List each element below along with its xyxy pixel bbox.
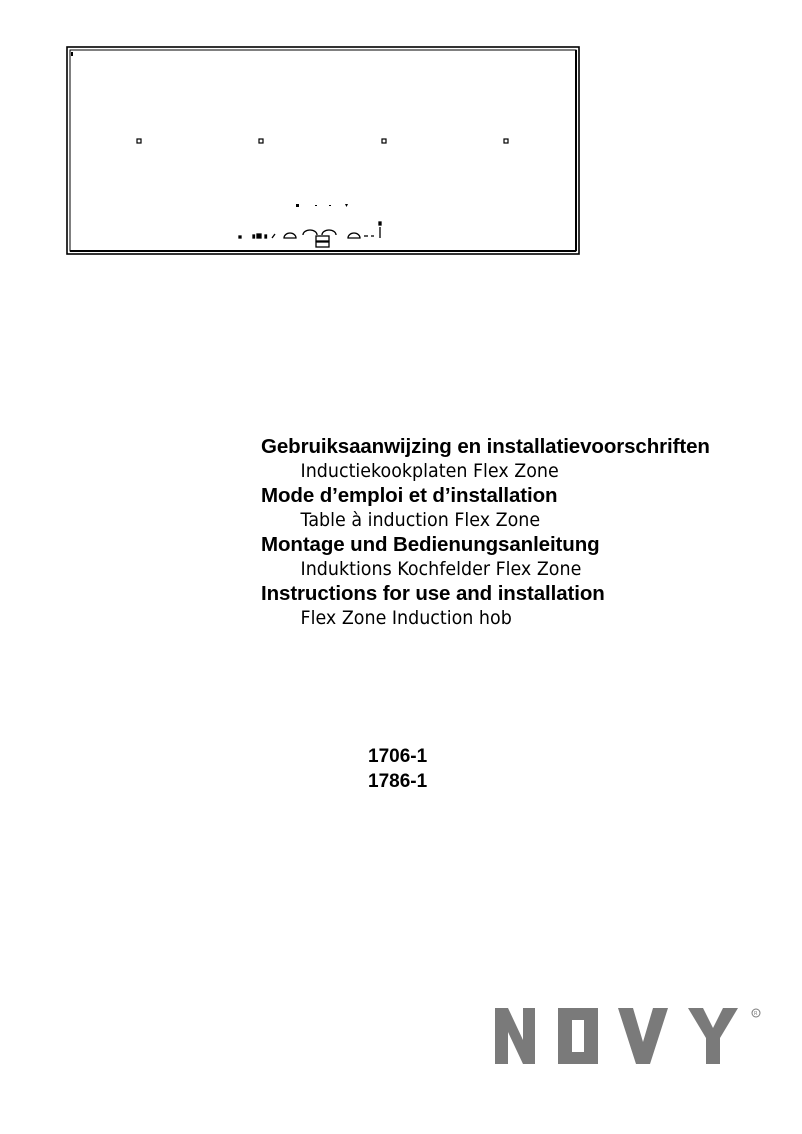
heading-english: Instructions for use and installation (261, 582, 605, 605)
control-indicators (296, 204, 348, 207)
center-control-button (316, 236, 329, 241)
zone-marker (259, 139, 263, 143)
zone-marker (137, 139, 141, 143)
model-number: 1786-1 (368, 771, 428, 792)
hob-outer-frame (67, 47, 579, 254)
heading-french: Mode d’emploi et d’installation (261, 484, 558, 507)
model-number: 1706-1 (368, 746, 428, 767)
model-numbers (368, 744, 427, 794)
novy-logo (492, 1006, 762, 1068)
subtitle-english: Flex Zone Induction hob (300, 607, 512, 629)
subtitle-dutch: Inductiekookplaten Flex Zone (300, 460, 559, 482)
heading-german: Montage und Bedienungsanleitung (261, 533, 600, 556)
zone-marker (382, 139, 386, 143)
touch-control-panel (239, 222, 381, 247)
svg-text:R: R (754, 1011, 758, 1017)
zone-marker (504, 139, 508, 143)
manual-titles (261, 434, 791, 630)
corner-mark (71, 52, 73, 56)
subtitle-german: Induktions Kochfelder Flex Zone (300, 558, 582, 580)
hob-illustration (66, 46, 580, 255)
hob-inner-frame (70, 50, 576, 251)
heading-dutch: Gebruiksaanwijzing en installatievoorschriften (261, 435, 710, 458)
subtitle-french: Table à induction Flex Zone (300, 509, 541, 531)
